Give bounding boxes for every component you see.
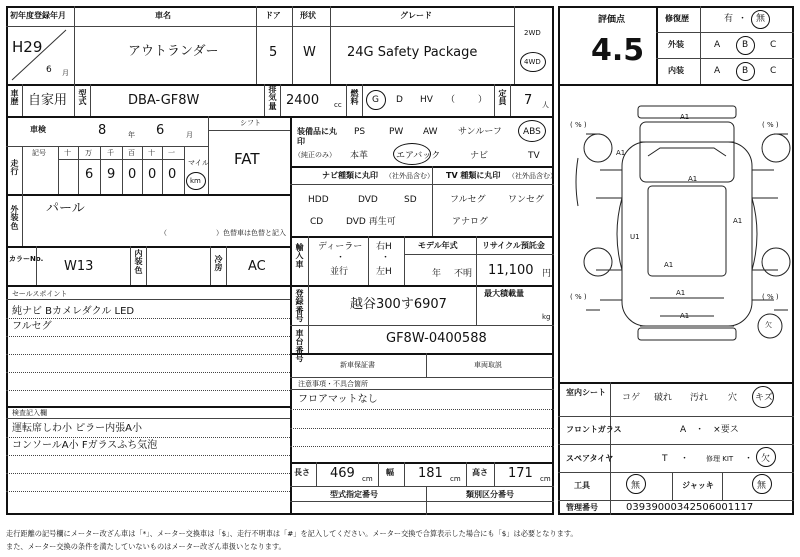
model-year-value: 不明 — [454, 269, 473, 279]
shift-value: FAT — [234, 150, 260, 168]
digit-label-3: 百 — [128, 149, 135, 157]
digit-1: 6 — [85, 167, 94, 182]
digit-label-5: 一 — [168, 149, 175, 157]
fuel-paren-open: （ — [446, 95, 456, 105]
equipment-sublabel: （純正のみ） — [294, 151, 336, 159]
diagram-mark-2: A1 — [688, 175, 698, 183]
diagram-missing: 欠 — [765, 321, 772, 329]
recycle-unit: 円 — [542, 269, 552, 279]
repair-no: 無 — [756, 14, 766, 24]
spare-dot2: ・ — [744, 454, 754, 464]
ext-grade-a: A — [714, 40, 721, 50]
equip-airbag: エアバック — [396, 151, 441, 161]
tv-fullseg: フルセグ — [450, 195, 486, 205]
inspection-year-unit: 年 — [128, 131, 135, 139]
nav-hdd: HDD — [308, 195, 329, 205]
warranty-label: 新車保証書 — [340, 361, 375, 369]
tools-value: 無 — [631, 481, 641, 491]
digit-label-2: 千 — [107, 149, 114, 157]
first-reg-month: 6 — [46, 65, 52, 75]
repair-sep: ・ — [738, 14, 748, 24]
mileage-unit-mile: マイル — [188, 159, 209, 167]
nav-dvd: DVD — [358, 195, 378, 205]
inspector-line-2: コンソールA小 Fガラスふち気泡 — [12, 440, 158, 451]
model-label: 型式 — [78, 89, 87, 107]
int-grade-a: A — [714, 66, 721, 76]
spare-kit: 修理 KIT — [706, 455, 734, 463]
fuel-g: G — [372, 95, 379, 105]
fuel-hv: HV — [420, 95, 433, 105]
sheet-burn: コゲ — [622, 393, 641, 403]
digit-2: 9 — [107, 167, 116, 182]
car-name-label: 車名 — [155, 11, 171, 20]
repair-label: 修復歴 — [665, 14, 689, 23]
import-dealer: ディーラー — [318, 242, 363, 252]
import-right: 右H — [376, 242, 392, 252]
int-grade-b: B — [742, 66, 749, 76]
displacement-label: 排気量 — [268, 85, 277, 111]
equip-abs: ABS — [523, 127, 541, 137]
import-parallel: 並行 — [330, 267, 349, 277]
eval-label: 評価点 — [598, 15, 626, 25]
jack-value: 無 — [757, 481, 767, 491]
nav-dvd-play: DVD 再生可 — [346, 217, 396, 227]
capacity-unit: 人 — [542, 101, 549, 109]
shape-label: 形状 — [300, 11, 316, 20]
import-label: 輸入車 — [295, 243, 304, 269]
manual-label: 車両取説 — [474, 361, 502, 369]
import-dealer-dot: ・ — [336, 253, 346, 263]
color-no-label: カラーNo. — [9, 255, 44, 263]
capacity-value: 7 — [524, 93, 533, 108]
chassis-value: GF8W-0400588 — [386, 331, 487, 346]
shift-label: シフト — [240, 119, 261, 127]
door-label: ドア — [265, 11, 281, 20]
footer-note-2: また、メーター交換の条件を満たしていないものはメーター改ざん車扱いとなります。 — [6, 542, 286, 551]
inspection-label: 車検 — [30, 125, 46, 134]
footer-note-1: 走行距離の記号欄にメーター改ざん車は「*」、メーター交換車は「$」、走行不明車は「#」を記入してください。メーター交換で合算表示した場合にも「$」は必要となります。 — [6, 529, 578, 538]
model-value: DBA-GF8W — [128, 93, 200, 108]
recycle-value: 11,100 — [488, 263, 534, 278]
diagram-placeholder-2: ( % ) — [570, 293, 587, 301]
class-no-label: 類別区分番号 — [466, 490, 514, 499]
diagram-placeholder-3: ( % ) — [762, 293, 779, 301]
exterior-color-value: パール — [46, 201, 85, 216]
plate-value: 越谷300す6907 — [350, 297, 447, 312]
interior-grade-label: 内装 — [668, 66, 684, 75]
digit-3: 0 — [128, 167, 137, 182]
diagram-placeholder-0: ( % ) — [570, 121, 587, 129]
mileage-label: 走行 — [10, 159, 19, 177]
length-label: 長さ — [294, 468, 310, 477]
interior-color-label: 内装色 — [134, 249, 143, 275]
sheet-dirt: 汚れ — [690, 393, 709, 403]
ac-label: 冷房 — [214, 255, 223, 273]
first-reg-label: 初年度登録年月 — [10, 11, 66, 20]
displacement-unit: cc — [334, 101, 342, 109]
fuel-label: 燃料 — [350, 89, 359, 107]
max-load-unit: kg — [542, 313, 551, 321]
selling-points-label: セールスポイント — [12, 290, 68, 298]
drive-4wd: 4WD — [524, 58, 541, 66]
diagram-mark-3: A1 — [733, 217, 743, 225]
digit-5: 0 — [168, 167, 177, 182]
equipment-label: 装備品に丸印 — [297, 127, 337, 147]
windshield-value: A ・ ×要ス — [680, 425, 739, 435]
plate-label: 登録番号 — [295, 289, 304, 324]
model-year-label: モデル年式 — [418, 241, 458, 250]
drive-2wd: 2WD — [524, 29, 541, 37]
tv-oneseg: ワンセグ — [508, 195, 545, 205]
nav-type-label: ナビ種類に丸印 — [322, 171, 378, 180]
recycle-label: リサイクル預託金 — [482, 241, 545, 250]
diagram-placeholder-1: ( % ) — [762, 121, 779, 129]
nav-cd: CD — [310, 217, 324, 227]
spare-tire-label: スペアタイヤ — [566, 454, 614, 463]
repair-yes: 有 — [724, 14, 734, 24]
jack-label: ジャッキ — [682, 481, 714, 490]
exterior-grade-label: 外装 — [668, 40, 684, 49]
equip-pw: PW — [389, 127, 404, 137]
diagram-mark-6: A1 — [676, 289, 686, 297]
ext-grade-b: B — [742, 40, 749, 50]
inspection-month-unit: 月 — [186, 131, 193, 139]
equip-sunroof: サンルーフ — [458, 127, 502, 137]
car-name: アウトランダー — [128, 44, 219, 59]
height-value: 171 — [508, 466, 533, 481]
tv-analog: アナログ — [452, 217, 489, 227]
selling-point-line-2: フルセグ — [12, 321, 52, 332]
spare-t: T — [662, 454, 668, 464]
capacity-label: 定員 — [498, 89, 507, 107]
vehicle-cat-value: 自家用 — [28, 93, 68, 108]
management-value: 03939000342506001117 — [626, 502, 754, 513]
mileage-symbol-label: 記号 — [32, 149, 46, 157]
diagram-mark-0: A1 — [680, 113, 690, 121]
first-reg-month-unit: 月 — [62, 69, 69, 77]
inspection-year: 8 — [98, 123, 107, 138]
grade-value: 24G Safety Package — [347, 45, 478, 60]
displacement-value: 2400 — [286, 93, 320, 108]
mileage-unit-km: km — [190, 177, 201, 185]
grade-label: グレード — [400, 11, 432, 20]
max-load-label: 最大積載量 — [484, 289, 524, 298]
doors-value: 5 — [269, 45, 278, 60]
tv-type-label: TV 種類に丸印 — [446, 171, 501, 180]
spare-missing: 欠 — [761, 454, 771, 464]
equip-ps: PS — [354, 127, 366, 137]
diagram-mark-5: A1 — [664, 261, 674, 269]
inspection-month: 6 — [156, 123, 165, 138]
digit-label-1: 万 — [85, 149, 92, 157]
digit-label-4: 十 — [148, 149, 155, 157]
height-label: 高さ — [472, 468, 488, 477]
color-no-value: W13 — [64, 259, 94, 274]
import-left: 左H — [376, 267, 392, 277]
windshield-label: フロントガラス — [566, 425, 622, 434]
length-value: 469 — [330, 466, 355, 481]
notes-text: フロアマットなし — [298, 394, 378, 405]
eval-score: 4.5 — [591, 33, 645, 68]
equip-aw: AW — [423, 127, 438, 137]
diagram-mark-1: A1 — [616, 149, 626, 157]
type-no-label: 型式指定番号 — [330, 490, 378, 499]
shape-value: W — [303, 45, 316, 60]
width-unit: cm — [450, 475, 461, 483]
chassis-label: 車台番号 — [295, 329, 304, 364]
diagram-mark-4: U1 — [630, 233, 640, 241]
tv-type-sub: （社外品含む） — [508, 172, 557, 180]
vehicle-cat-label: 車歴 — [10, 89, 19, 107]
inspector-label: 検査記入欄 — [12, 409, 47, 417]
selling-point-line-1: 純ナビ Bカメレダクル LED — [12, 306, 135, 317]
nav-type-sub: （社外品含む） — [385, 172, 434, 180]
nav-sd: SD — [404, 195, 417, 205]
ac-value: AC — [248, 259, 266, 274]
interior-sheet-label: 室内シート — [566, 388, 606, 397]
inspector-line-1: 運転席しわ小 ピラー内張A小 — [12, 423, 143, 434]
equip-leather: 本革 — [350, 151, 369, 161]
exterior-color-label: 外装色 — [10, 205, 19, 231]
equip-tv: TV — [528, 151, 540, 161]
ext-grade-c: C — [770, 40, 777, 50]
management-label: 管理番号 — [566, 503, 598, 512]
digit-label-0: 十 — [64, 149, 71, 157]
equip-navi: ナビ — [470, 151, 489, 161]
model-year-unit: 年 — [432, 269, 442, 279]
diagram-mark-7: A1 — [680, 312, 690, 320]
sheet-hole: 穴 — [728, 393, 738, 403]
width-value: 181 — [418, 466, 443, 481]
height-unit: cm — [540, 475, 551, 483]
exterior-color-note: （ ）色替車は色替と記入 — [160, 229, 286, 237]
length-unit: cm — [362, 475, 373, 483]
sheet-scratch: キズ — [755, 393, 773, 403]
notes-label: 注意事項・不具合箇所 — [298, 380, 368, 388]
tools-label: 工具 — [574, 481, 590, 490]
sheet-tear: 破れ — [654, 393, 673, 403]
fuel-paren-close: ） — [478, 95, 488, 105]
fuel-d: D — [396, 95, 403, 105]
spare-dot1: ・ — [680, 454, 690, 464]
car-damage-diagram — [560, 86, 792, 382]
first-reg-year: H29 — [12, 38, 43, 56]
int-grade-c: C — [770, 66, 777, 76]
import-hand-dot: ・ — [381, 253, 391, 263]
digit-4: 0 — [148, 167, 157, 182]
width-label: 幅 — [386, 468, 394, 477]
